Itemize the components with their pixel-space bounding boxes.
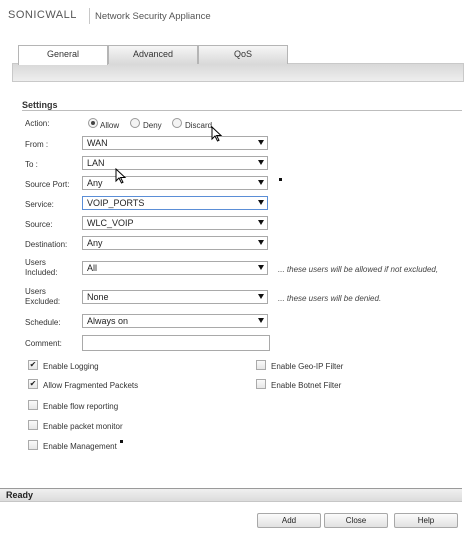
users-included-select[interactable]: [82, 261, 268, 275]
enable-management-checkbox[interactable]: [28, 440, 38, 450]
from-label: From :: [25, 140, 49, 149]
close-button[interactable]: Close: [324, 513, 388, 528]
status-bar: [0, 489, 462, 502]
discard-radio[interactable]: [172, 118, 182, 128]
enable-flow-reporting-label: Enable flow reporting: [43, 402, 119, 411]
source-select[interactable]: [82, 216, 268, 230]
mouse-cursor-icon: [115, 168, 127, 184]
settings-divider: [22, 110, 462, 111]
chevron-down-icon: [258, 265, 264, 270]
enable-geo-ip-filter-label: Enable Geo-IP Filter: [271, 362, 344, 371]
enable-botnet-filter-label: Enable Botnet Filter: [271, 381, 342, 390]
discard-radio-label: Discard: [185, 121, 213, 130]
tab-advanced[interactable]: Advanced: [108, 45, 198, 64]
chevron-down-icon: [258, 140, 264, 145]
users-excluded-note: ... these users will be denied.: [278, 294, 382, 303]
stray-mark: [120, 440, 123, 443]
stray-mark: [279, 178, 282, 181]
comment-label: Comment:: [25, 339, 62, 348]
app-title: Network Security Appliance: [95, 11, 211, 22]
header-divider: [89, 8, 90, 24]
source-port-select[interactable]: [82, 176, 268, 190]
enable-botnet-filter-checkbox[interactable]: [256, 379, 266, 389]
destination-label: Destination:: [25, 240, 68, 249]
deny-radio[interactable]: [130, 118, 140, 128]
users-included-label-line1: Users: [25, 258, 46, 267]
enable-management-label: Enable Management: [43, 442, 117, 451]
tab-bar: [12, 45, 464, 64]
users-excluded-select-value: None: [87, 292, 109, 302]
comment-input[interactable]: [82, 335, 270, 351]
mouse-cursor-icon: [211, 126, 223, 142]
allow-radio[interactable]: [88, 118, 98, 128]
enable-logging-label: Enable Logging: [43, 362, 99, 371]
enable-packet-monitor-label: Enable packet monitor: [43, 422, 123, 431]
tab-content-strip: [12, 63, 464, 82]
enable-logging-checkbox[interactable]: ✔: [29, 360, 37, 369]
deny-radio-label: Deny: [143, 121, 162, 130]
service-select-value: VOIP_PORTS: [87, 198, 145, 208]
add-button[interactable]: Add: [257, 513, 321, 528]
to-select[interactable]: [82, 156, 268, 170]
service-select[interactable]: [82, 196, 268, 210]
from-select[interactable]: [82, 136, 268, 150]
sonicwall-logo: SONICWALL: [8, 9, 77, 21]
source-label: Source:: [25, 220, 53, 229]
destination-select[interactable]: [82, 236, 268, 250]
help-button[interactable]: Help: [394, 513, 458, 528]
allow-fragmented-packets-checkbox[interactable]: ✔: [29, 379, 37, 388]
allow-radio-label: Allow: [100, 121, 120, 130]
chevron-down-icon: [258, 200, 264, 205]
to-select-value: LAN: [87, 158, 105, 168]
status-text: Ready: [6, 490, 34, 500]
users-excluded-label-line1: Users: [25, 287, 46, 296]
users-excluded-label-line2: Excluded:: [25, 297, 61, 306]
destination-select-value: Any: [87, 238, 103, 248]
users-included-note: ... these users will be allowed if not excluded,: [278, 265, 439, 274]
settings-heading: Settings: [22, 100, 58, 110]
users-included-label-line2: Included:: [25, 268, 58, 277]
allow-fragmented-packets-label: Allow Fragmented Packets: [43, 381, 139, 390]
tab-general[interactable]: General: [18, 45, 108, 65]
service-label: Service:: [25, 200, 54, 209]
chevron-down-icon: [258, 220, 264, 225]
action-label: Action:: [25, 119, 50, 128]
chevron-down-icon: [258, 318, 264, 323]
enable-packet-monitor-checkbox[interactable]: [28, 420, 38, 430]
users-included-select-value: All: [87, 263, 98, 273]
schedule-select[interactable]: [82, 314, 268, 328]
to-label: To :: [25, 160, 38, 169]
from-select-value: WAN: [87, 138, 108, 148]
tab-qos[interactable]: QoS: [198, 45, 288, 64]
chevron-down-icon: [258, 294, 264, 299]
enable-flow-reporting-checkbox[interactable]: [28, 400, 38, 410]
schedule-label: Schedule:: [25, 318, 61, 327]
source-port-select-value: Any: [87, 178, 103, 188]
chevron-down-icon: [258, 240, 264, 245]
chevron-down-icon: [258, 180, 264, 185]
enable-geo-ip-filter-checkbox[interactable]: [256, 360, 266, 370]
source-select-value: WLC_VOIP: [87, 218, 134, 228]
source-port-label: Source Port:: [25, 180, 70, 189]
users-excluded-select[interactable]: [82, 290, 268, 304]
schedule-select-value: Always on: [87, 316, 129, 326]
chevron-down-icon: [258, 160, 264, 165]
